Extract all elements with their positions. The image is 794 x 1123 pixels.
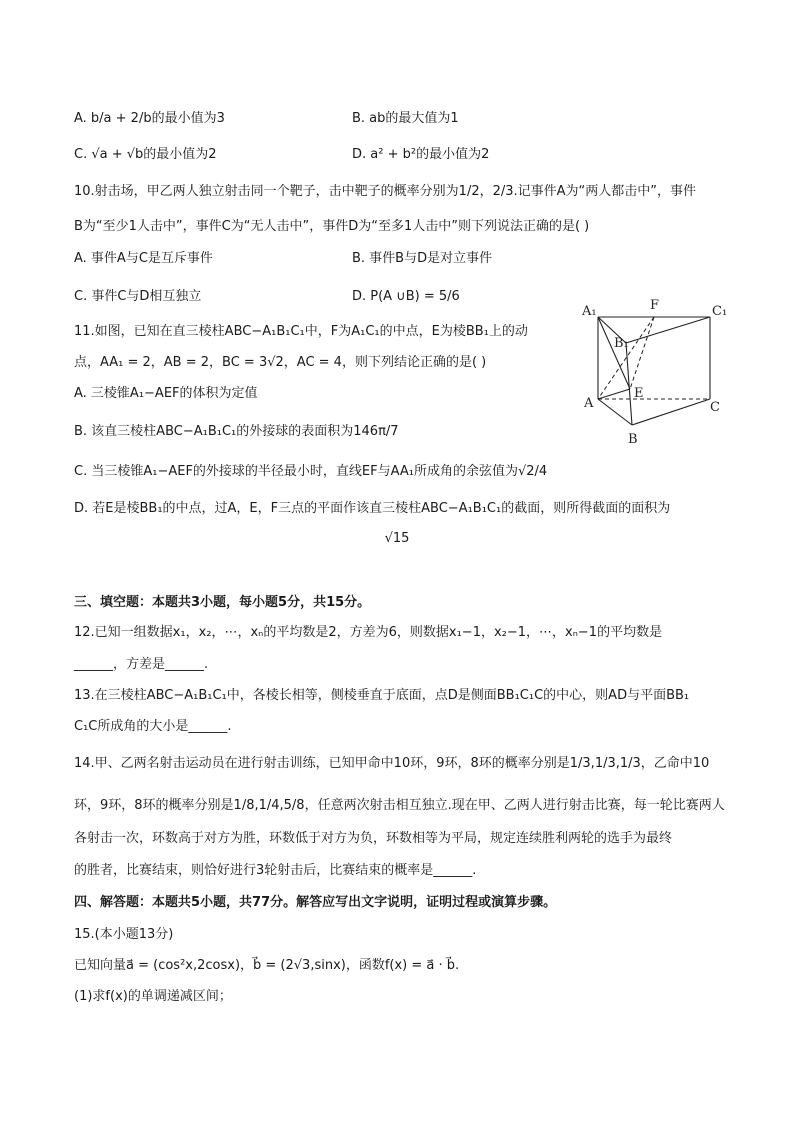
q15-part1: (1)求f(x)的单调递减区间； xyxy=(74,989,232,1004)
q10-option-c: C. 事件C与D相互独立 xyxy=(74,289,202,304)
q9-option-d: D. a² + b²的最小值为2 xyxy=(352,147,490,162)
q14-stem-line2: 环，9环，8环的概率分别是1/8,1/4,5/8，任意两次射击相互独立.现在甲、乙两人进行射击比赛，每一轮比赛两人 xyxy=(74,798,725,813)
q12-stem-line2: ______，方差是______. xyxy=(74,657,209,672)
label-e: E xyxy=(634,386,644,401)
section-heading-fill-in: 三、填空题：本题共3小题，每小题5分，共15分。 xyxy=(74,595,371,610)
label-c1: C₁ xyxy=(712,304,728,319)
q11-option-d-answer: √15 xyxy=(384,531,410,546)
q11-option-d: D. 若E是棱BB₁的中点，过A，E，F三点的平面作该直三棱柱ABC−A₁B₁C₁的截面，则所得截面的面积为 xyxy=(74,501,671,516)
label-b: B xyxy=(628,432,638,447)
q14-stem-line1: 14.甲、乙两名射击运动员在进行射击训练，已知甲命中10环，9环，8环的概率分别是1/3,1/3,1/3，乙命中10 xyxy=(74,756,710,771)
q9-option-b: B. ab的最大值为1 xyxy=(352,111,459,126)
q10-option-d: D. P(A ∪B) = 5/6 xyxy=(352,289,460,304)
label-c: C xyxy=(710,400,720,415)
q9-option-c: C. √a + √b的最小值为2 xyxy=(74,147,217,162)
q11-option-c: C. 当三棱锥A₁−AEF的外接球的半径最小时，直线EF与AA₁所成角的余弦值为√2/4 xyxy=(74,464,548,479)
label-a: A xyxy=(584,396,594,411)
q15-header: 15.(本小题13分) xyxy=(74,927,174,942)
q10-stem-line1: 10.射击场，甲乙两人独立射击同一个靶子，击中靶子的概率分别为1/2，2/3.记事件A为“两人都击中”，事件 xyxy=(74,184,697,199)
q13-stem-line2: C₁C所成角的大小是______. xyxy=(74,719,232,734)
q14-stem-line4: 的胜者，比赛结束，则恰好进行3轮射击后，比赛结束的概率是______. xyxy=(74,863,477,878)
q10-option-a: A. 事件A与C是互斥事件 xyxy=(74,251,213,266)
q9-option-a: A. b/a + 2/b的最小值为3 xyxy=(74,111,225,126)
label-f: F xyxy=(650,298,660,313)
q10-option-b: B. 事件B与D是对立事件 xyxy=(352,251,493,266)
q13-stem-line1: 13.在三棱柱ABC−A₁B₁C₁中，各棱长相等，侧棱垂直于底面，点D是侧面BB₁C₁C的中心，则AD与平面BB₁ xyxy=(74,688,690,703)
q14-stem-line3: 各射击一次，环数高于对方为胜，环数低于对方为负，环数相等为平局，规定连续胜利两轮的选手为最终 xyxy=(74,831,673,846)
q10-stem-line2: B为“至少1人击中”，事件C为“无人击中”，事件D为“至多1人击中”则下列说法正确的是( ) xyxy=(74,219,590,234)
q11-stem-line1: 11.如图，已知在直三棱柱ABC−A₁B₁C₁中，F为A₁C₁的中点，E为棱BB₁上的动 xyxy=(74,324,528,339)
section-heading-solutions: 四、解答题：本题共5小题，共77分。解答应写出文字说明，证明过程或演算步骤。 xyxy=(74,895,557,910)
q11-option-b: B. 该直三棱柱ABC−A₁B₁C₁的外接球的表面积为146π/7 xyxy=(74,424,399,439)
q11-option-a: A. 三棱锥A₁−AEF的体积为定值 xyxy=(74,386,258,401)
label-a1: A₁ xyxy=(582,304,597,319)
q12-stem-line1: 12.已知一组数据x₁，x₂，⋯，xₙ的平均数是2，方差为6，则数据x₁−1，x₂−1，⋯，xₙ−1的平均数是 xyxy=(74,625,663,640)
q11-stem-line2: 点，AA₁ = 2，AB = 2，BC = 3√2，AC = 4，则下列结论正确的是( ) xyxy=(74,355,487,370)
prism-figure xyxy=(580,295,730,455)
q15-stem: 已知向量a⃗ = (cos²x,2cosx)，b⃗ = (2√3,sinx)，函数f(x) = a⃗ · b⃗. xyxy=(74,958,460,973)
label-b1: B₁ xyxy=(614,336,629,351)
